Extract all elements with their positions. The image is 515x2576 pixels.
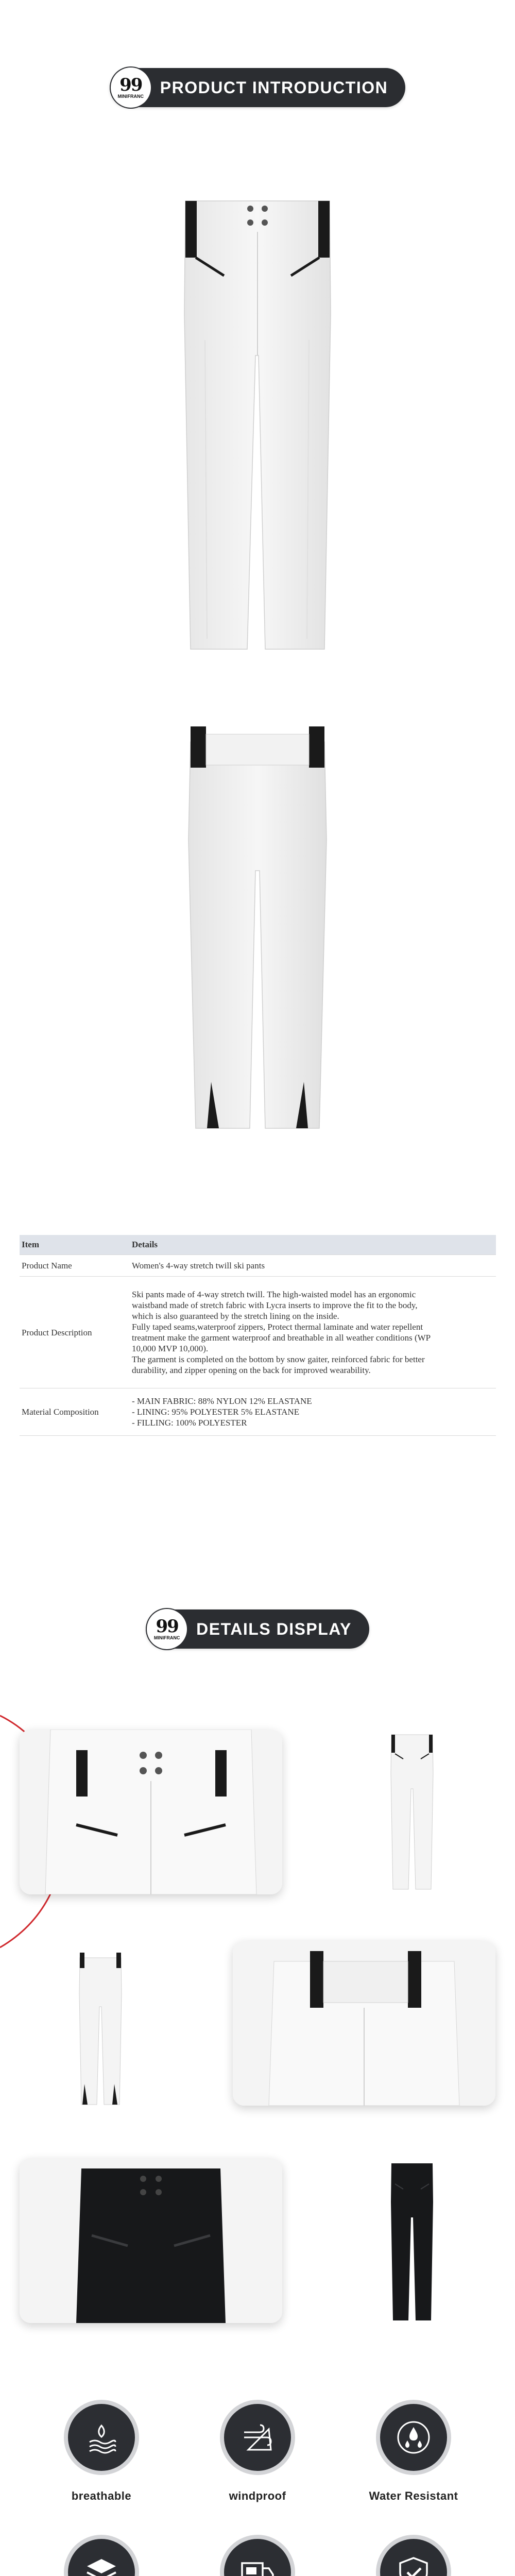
row-key: Product Name	[20, 1255, 130, 1277]
product-introduction-header	[0, 68, 515, 107]
table-row	[20, 1388, 496, 1436]
feature-label: windproof	[229, 2489, 286, 2502]
detail-card-back-closeup	[233, 1941, 495, 2106]
row-value: Women's 4-way stretch twill ski pants	[130, 1255, 496, 1277]
feature-circle	[220, 2400, 295, 2475]
detail-card-front-closeup	[20, 1730, 282, 1894]
material-line: - MAIN FABRIC: 88% NYLON 12% ELASTANE	[132, 1396, 312, 1406]
feature-spot-quick-delivery	[209, 2535, 306, 2576]
layers-icon	[83, 2554, 120, 2576]
description-line: The garment is completed on the bottom by snow gaiter, reinforced fabric for better	[132, 1354, 425, 1364]
table-row	[20, 1255, 496, 1277]
description-line: Fully taped seams,waterproof zippers, Protect thermal laminate and water repellent	[132, 1322, 423, 1332]
description-line: Ski pants made of 4-way stretch twill. The high-waisted model has an ergonomic	[132, 1290, 416, 1299]
water-resistant-icon	[395, 2419, 432, 2456]
logo-text: MINIFRANC	[117, 94, 144, 99]
pants-back-photo	[170, 721, 345, 1133]
feature-breathable	[53, 2400, 150, 2503]
description-line: which is also guaranteed by the stretch lining on the inside.	[132, 1311, 339, 1321]
feature-label: Water Resistant	[369, 2489, 458, 2502]
section-title: DETAILS DISPLAY	[196, 1619, 352, 1638]
feature-circle	[376, 2535, 451, 2576]
pants-front-photo	[154, 185, 360, 659]
row-value	[130, 1388, 496, 1436]
detail-pants-white-back	[72, 1953, 129, 2110]
details-display-header	[0, 1609, 515, 1649]
brand-logo	[111, 67, 151, 108]
shield-check-icon	[395, 2554, 432, 2576]
header-item: Item	[20, 1235, 130, 1255]
windproof-icon	[239, 2419, 276, 2456]
delivery-truck-icon	[238, 2553, 277, 2576]
product-spec-table	[20, 1235, 496, 1436]
row-key: Product Description	[20, 1277, 130, 1388]
feature-windproof	[209, 2400, 306, 2503]
logo-number: 99	[156, 1616, 178, 1637]
description-line: treatment make the garment waterproof and breathable in all weather conditions (WP	[132, 1333, 431, 1343]
table-header-row	[20, 1235, 496, 1255]
feature-circle	[64, 2535, 139, 2576]
feature-thickened-material	[53, 2535, 150, 2576]
description-line: waistband made of stretch fabric with Lycra inserts to improve the fit to the body,	[132, 1300, 418, 1310]
detail-pants-white-front	[384, 1732, 440, 1894]
logo-text: MINIFRANC	[153, 1635, 180, 1640]
material-line: - LINING: 95% POLYESTER 5% ELASTANE	[132, 1407, 300, 1417]
feature-circle	[220, 2535, 295, 2576]
feature-quality-assurance	[365, 2535, 462, 2576]
description-line: 10,000 MVP 10,000).	[132, 1344, 209, 1353]
feature-circle	[376, 2400, 451, 2475]
feature-circle	[64, 2400, 139, 2475]
row-key: Material Composition	[20, 1388, 130, 1436]
breathable-icon	[83, 2419, 119, 2455]
detail-pants-black-front	[384, 2161, 440, 2326]
brand-logo	[147, 1609, 187, 1649]
material-line: - FILLING: 100% POLYESTER	[132, 1418, 247, 1428]
header-details: Details	[130, 1235, 496, 1255]
description-line: durability, and zipper opening on the back for improved wearability.	[132, 1365, 371, 1375]
section-pill	[110, 68, 405, 107]
feature-label: breathable	[71, 2489, 132, 2502]
detail-card-black-closeup	[20, 2158, 282, 2323]
logo-number: 99	[119, 75, 142, 95]
feature-water-resistant	[365, 2400, 462, 2503]
section-pill	[146, 1609, 369, 1649]
table-row	[20, 1277, 496, 1388]
section-title: PRODUCT INTRODUCTION	[160, 78, 388, 97]
row-value	[130, 1277, 496, 1388]
